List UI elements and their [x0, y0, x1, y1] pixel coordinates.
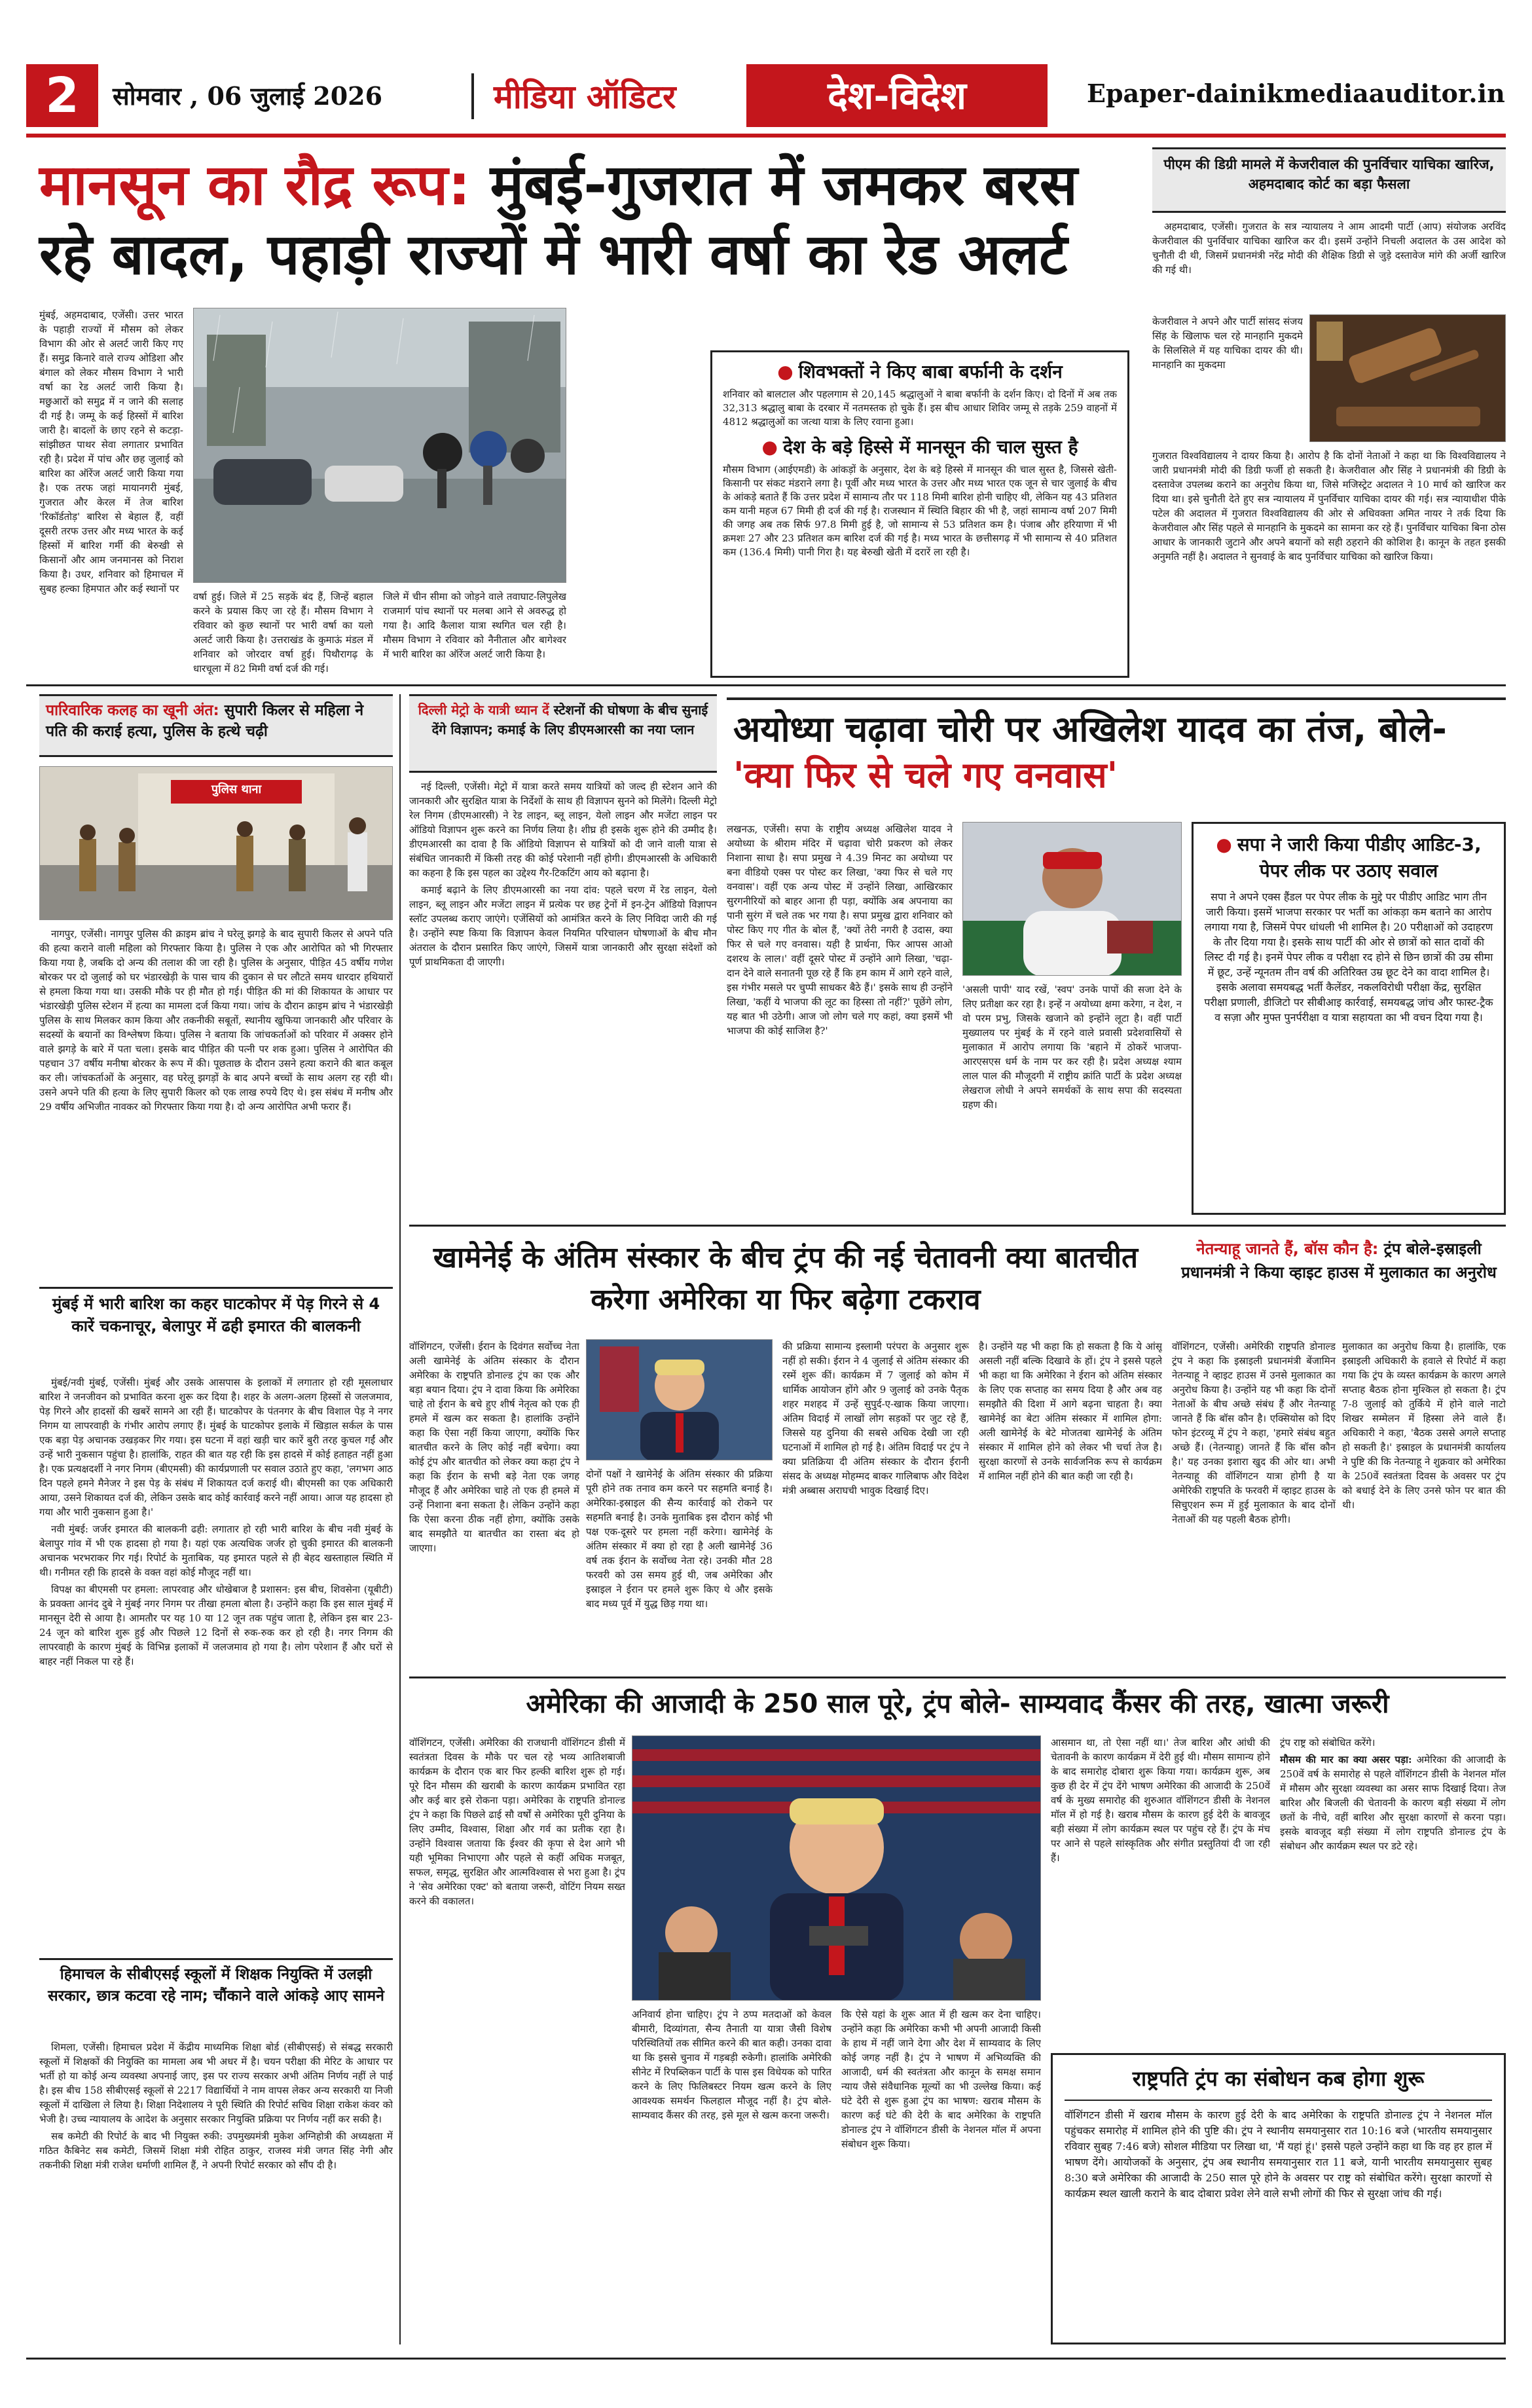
kejriwal-headline-box [1152, 147, 1506, 213]
mumbai-rain-headline-box [39, 1287, 393, 1372]
america250-column-2: अनिवार्य होना चाहिए। ट्रंप ने ठप्प मतदाओं को केवल बीमारी, दिव्यांगता, सैन्य तैनाती या यात्रा जैसी विशेष परिस्थितियों तक सीमित करने की बात कही। उनका दावा था कि इससे चुनाव में गड़बड़ी रुकेगी। हालांकि अमेरिकी सीनेट में रिपब्लिकन पार्टी के पास इस विधेयक को पारित करने के लिए फिलिबस्टर नियम खत्म करने के लिए आवश्यक समर्थन फिलहाल मौजूद नहीं है। ट्रंप बोले- साम्यवाद कैंसर की तरह, इसे मूल से खत्म करना जरूरी। [632, 2009, 831, 2121]
nagpur-body: नागपुर, एजेंसी। नागपुर पुलिस की क्राइम ब्रांच ने घरेलू झगड़े के बाद सुपारी किलर से अपने पति की हत्या कराने वाली महिला को गिरफ्तार किया है। पुलिस ने एक और आरोपित को भी गिरफ्तार किया गया है, जबकि दो अन्य की तलाश की जा रही है। पुलिस के अनुसार, पीड़ित 45 वर्षीय गणेश बोरकर पर दो जुलाई को घर भंडारखेड़ी के पास चाय की दुकान से घर लौटते समय धारदार हथियारों से हमला किया गया था। उसकी मौके पर ही मौत हो गई। पीड़ित की मां की शिकायत के आधार पर भंडारखेड़ी पुलिस स्टेशन में हत्या का मामला दर्ज किया गया। जांच के दौरान क्राइम ब्रांच ने भंडारखेड़ी पुलिस के साथ मिलकर काम किया और तकनीकी सबूतों, स्थानीय खुफिया जानकारी और परिवार के सदस्यों के बयानों का विश्लेषण किया। पुलिस ने बताया कि जांचकर्ताओं को परिवार में अक्सर होने वाले झगड़े के बारे में पता चला। इसके बाद पीड़ित की पत्नी पर शक हुआ। पुलिस ने आरोपित की पहचान 37 वर्षीय मनीषा बोरकर के रूप में की। पूछताछ के दौरान उसने हत्या कराने की बात कबूल कर ली। जांचकर्ताओं के अनुसार, वह घरेलू झगड़ों के बाद अपने बच्चों के साथ अलग रह रही थी। उसने अपने पति की हत्या के लिए सुपारी किलर को एक लाख रुपये दिए थे। इस संबंध में मनीष और 29 वर्षीय अभिजीत नावकर को गिरफ्तार किया गया है। दो अन्य आरोपित अभी फरार हैं। [39, 928, 393, 1113]
nagpur-headline: पारिवारिक कलह का खूनी अंत: सुपारी किलर से महिला ने पति की कराई हत्या, पुलिस के हत्थे चढ़ी [46, 702, 364, 740]
khamenei-column-3: की प्रक्रिया सामान्य इस्लामी परंपरा के अनुसार शुरू नहीं हो सकी। ईरान ने 4 जुलाई से अंतिम संस्कार की रस्में शुरू कीं। कार्यक्रम में 7 जुलाई को कोम में धार्मिक आयोजन होंगे और 9 जुलाई को उनके पैतृक शहर मशहद में उन्हें सुपुर्द-ए-खाक किया जाएगा। अंतिम विदाई में लाखों लोग सड़कों पर जुट रहे हैं, जिससे यह दुनिया की सबसे अधिक देखी जा रही घटनाओं में शामिल हो गई है। अंतिम विदाई पर ट्रंप ने क्या प्रतिक्रिया दी अंतिम संस्कार के दौरान ईरानी संसद के अध्यक्ष मोहम्मद बाकर गालिबाफ और विदेश मंत्री अब्बास अराघची भावुक दिखाई दिए। [782, 1341, 969, 1496]
sapa-headline: ● सपा ने जारी किया पीडीए आडिट-3, पेपर लीक पर उठाए सवाल [1204, 832, 1493, 884]
kejriwal-intro: अहमदाबाद, एजेंसी। गुजरात के सत्र न्यायालय ने आम आदमी पार्टी (आप) संयोजक अरविंद केजरीवाल की पुनर्विचार याचिका खारिज कर दी। इसमें उन्होंने निचली अदालत के उस आदेश को चुनौती दी थी, जिसमें प्रधानमंत्री नरेंद्र मोदी की शैक्षिक डिग्री से जुड़े दस्तावेज मांगे की अर्जी खारिज की गई थी। [1152, 221, 1506, 276]
lead-column-2: वर्षा हुई। जिले में 25 सड़कें बंद हैं, जिन्हें बहाल करने के प्रयास किए जा रहे हैं। मौसम विभाग ने रविवार को कुछ स्थानों पर भारी वर्षा का यलो अलर्ट जारी किया है। उत्तराखंड के कुमाऊं मंडल में शनिवार को जोरदार वर्षा हुई। पिथौरागढ़ के धारचूला में 82 मिमी वर्षा दर्ज की गई। [193, 591, 373, 675]
netanyahu-headline: नेतन्याहू जानते हैं, बॉस कौन है: ट्रंप बोले-इस्राइली प्रधानमंत्री ने किया व्हाइट हाउस में मुलाकात का अनुरोध [1181, 1240, 1497, 1282]
trump-address-headline: राष्ट्रपति ट्रंप का संबोधन कब होगा शुरू [1065, 2063, 1492, 2101]
issue-date: सोमवार , 06 जुलाई 2026 [113, 81, 383, 111]
kejriwal-body: गुजरात विश्वविद्यालय ने दायर किया है। आरोप है कि दोनों नेताओं ने कहा था कि विश्वविद्यालय ने जारी प्रधानमंत्री मोदी की डिग्री फर्जी हो सकती है। केजरीवाल और सिंह ने प्रधानमंत्री की डिग्री के दस्तावेज उपलब्ध कराने का अनुरोध किया था, जिसे मजिस्ट्रेट अदालत ने 10 मार्च को खारिज कर दिया था। इसे चुनौती देते हुए सत्र न्यायालय में पुनर्विचार याचिका दायर की गई। सत्र न्यायाधीश पीके पटेल की अदालत में गुजरात विश्वविद्यालय की ओर से अधिवक्ता अमित नायर ने तर्क दिया कि केजरीवाल और सिंह पहले से मानहानि के मुकदमे का सामना कर रहे हैं। पुनर्विचार याचिका बिना ठोस आधार के जानकारी जुटाने और अपने बयानों को सही ठहराने की कोशिश है। कानून के तहत इसकी अनुमति नहीं है। अदालत ने सुनवाई के बाद पुनर्विचार याचिका को खारिज किया। [1152, 450, 1506, 563]
nagpur-photo [39, 766, 393, 920]
monsoon-slow-headline: ● देश के बड़े हिस्से में मानसून की चाल सुस्त है [723, 434, 1117, 460]
himachal-body: शिमला, एजेंसी। हिमाचल प्रदेश में केंद्रीय माध्यमिक शिक्षा बोर्ड (सीबीएसई) से संबद्ध सरकारी स्कूलों में शिक्षकों की नियुक्ति का मामला अब भी अधर में है। चयन परीक्षा की मेरिट के आधार पर भर्ती हो या कोई अन्य व्यवस्था अपनाई जाए, इस पर राज्य सरकार अभी अंतिम निर्णय नहीं ले पाई है। इस बीच 158 सीबीएसई स्कूलों से 2217 विद्यार्थियों ने नाम वापस लेकर अन्य सरकारी या निजी स्कूलों में दाखिला ले लिया है। शिक्षा निदेशालय ने पूरी स्थिति की रिपोर्ट सचिव शिक्षा राकेश कंवर को भेजी है। उच्च न्यायालय के आदेश के अनुसार सरकार नियुक्ति प्रक्रिया पर निर्णय नहीं कर सकी है। सब कमेटी की रिपोर्ट के बाद भी नियुक्त रुकी: उपमुख्यमंत्री मुकेश अग्निहोत्री की अध्यक्षता में गठित कैबिनेट सब कमेटी, जिसमें शिक्षा मंत्री रोहित ठाकुर, राजस्व मंत्री जगत सिंह नेगी और तकनीकी शिक्षा मंत्री राजेश धर्माणी शामिल हैं, ने अपनी रिपोर्ट सरकार को सौंप दी है। [39, 2041, 393, 2171]
khamenei-headline-box [409, 1234, 1162, 1333]
delhi-metro-body: नई दिल्ली, एजेंसी। मेट्रो में यात्रा करते समय यात्रियों को जल्द ही स्टेशन आने की जानकारी और सुरक्षित यात्रा के निर्देशों के साथ ही विज्ञापन सुनने को मिलेंगे। दिल्ली मेट्रो रेल निगम (डीएमआरसी) ने रेड लाइन, ब्लू लाइन, येलो लाइन और मजेंटा लाइन पर ऑडियो विज्ञापन शुरू करने का निर्णय लिया है। शीघ्र ही इसके शुरू होने की उम्मीद है। डीएमआरसी का दावा है कि ऑडियो विज्ञापन से यात्रियों को दी जाने वाली यात्रा से संबंधित जानकारी में किसी तरह की कोई परेशानी नहीं होगी। डीएमआरसी के अधिकारी का कहना है कि इस पहल का उद्देश्य गैर-टिकटिंग आय को बढ़ाना है। कमाई बढ़ाने के लिए डीएमआरसी का नया दांव: पहले चरण में रेड लाइन, येलो लाइन, ब्लू लाइन और मजेंटा लाइन में प्रत्येक पर छह ट्रेनों में इन-ट्रेन ऑडियो विज्ञापन स्लॉट उपलब्ध कराए जाएंगे। एजेंसियों को आमंत्रित करने के लिए निविदा जारी की गई है। उन्होंने स्पष्ट किया कि विज्ञापन केवल नियमित परिचालन घोषणाओं के बीच मौन अंतराल के दौरान प्रसारित किए जाएंगे, जिसमें यात्रा जानकारी और सुरक्षा संदेशों को पूर्ण प्राथमिकता दी जाएगी। [409, 781, 717, 968]
gavel-photo [1309, 314, 1506, 442]
divider [26, 684, 1506, 686]
netanyahu-column-2: मुलाकात का अनुरोध किया है। हालांकि, एक इस्राइली अधिकारी के हवाले से रिपोर्ट में कहा गया कि ट्रंप के व्यस्त कार्यक्रम के कारण अगले सप्ताह बैठक होना मुश्किल हो सकता है। ट्रंप 7-8 जुलाई को तुर्किये में होने वाले नाटो शिखर सम्मेलन में हिस्सा लेने वाले हैं। अधिकारी ने कहा, 'बैठक उससे अगले सप्ताह हो सकती है।' इस्राइल के प्रधानमंत्री कार्यालय ने पुष्टि की कि नेतन्याहू ने शुक्रवार को अमेरिका के 250वें स्वतंत्रता दिवस के अवसर पर ट्रंप को बधाई देने के लिए उनसे फोन पर बात की थी। [1342, 1341, 1506, 1511]
section-name: देश-विदेश [746, 64, 1048, 127]
sapa-box [1192, 822, 1506, 1215]
akhilesh-headline: अयोध्या चढ़ावा चोरी पर अखिलेश यादव का तंज, बोले- 'क्या फिर से चले गए वनवास' [733, 709, 1447, 796]
trump-address-text: वॉशिंगटन डीसी में खराब मौसम के कारण हुई देरी के बाद अमेरिका के राष्ट्रपति डोनाल्ड ट्रंप ने नेशनल मॉल पहुंचकर समारोह में शामिल होने की पुष्टि की। ट्रंप ने स्थानीय समयानुसार रात 10:16 बजे (भारतीय समयानुसार रविवार सुबह 7:46 बजे) सोशल मीडिया पर लिखा था, 'मैं यहां हूं।' इससे पहले उन्होंने कहा था कि वह हर हाल में भाषण देंगे। आयोजकों के अनुसार, ट्रंप अब स्थानीय समयानुसार रात 11 बजे, यानी भारतीय समयानुसार सुबह 8:30 बजे अमेरिका की आजादी के 250 साल पूरे होने के अवसर पर राष्ट्र को संबोधित करेंगे। सुरक्षा कारणों से कार्यक्रम स्थल खाली कराने के बाद दोबारा प्रवेश लेने वाले सभी लोगों की फिर से सुरक्षा जांच की गई। [1065, 2109, 1492, 2200]
pilgrims-text: शनिवार को बालटाल और पहलगाम से 20,145 श्रद्धालुओं ने बाबा बर्फानी के दर्शन किए। दो दिनों में अब तक 32,313 श्रद्धालु बाबा के दरबार में नतमस्तक हो चुके हैं। इस बीच आधार शिविर जम्मू से तड़के 259 वाहनों में 4812 श्रद्धालुओं का जत्था यात्रा के लिए रवाना हुआ। [723, 388, 1117, 428]
nagpur-headline-box [39, 694, 393, 757]
lead-column-1: मुंबई, अहमदाबाद, एजेंसी। उत्तर भारत के पहाड़ी राज्यों में मौसम को लेकर विभाग की ओर से अलर्ट जारी किए गए हैं। समुद्र किनारे वाले राज्य ओडिशा और बंगाल को लेकर मौसम विभाग ने भारी वर्षा का रेड अलर्ट जारी किया है। मछुआरों को समुद्र में न जाने की सलाह दी गई है। जम्मू के कई हिस्सों में बारिश जारी है। बादलों के छाए रहने से कटड़ा-सांझीछत पाथर सेवा लगातार प्रभावित रही है। प्रदेश में पांच और छह जुलाई को बारिश का ऑरेंज अलर्ट जारी किया गया है। एक तरफ जहां मायानगरी मुंबई, गुजरात और केरल में तेज बारिश 'रिकॉर्डतोड़' बारिश से बेहाल हैं, वहीं दूसरी तरफ उत्तर और मध्य भारत के कई हिस्सों में बारिश गर्मी की बेरुखी से किसानों और आम जनमानस को निराश किया है। उधर, शनिवार को हिमाचल में सुबह हल्का हिमपात और कई स्थानों पर [39, 309, 183, 595]
america250-headline: अमेरिका की आजादी के 250 साल पूरे, ट्रंप बोले- साम्यवाद कैंसर की तरह, खात्मा जरूरी [526, 1689, 1389, 1719]
akhilesh-column-2: 'असली पापी' याद रखें, 'स्वप' उनके पापों की सजा देने के लिए प्रतीक्षा कर रहा है। इन्हें न अयोध्या क्षमा करेगा, न देश, न वो परम प्रभु, जिसके खजाने को इन्होंने लूटा है। वहीं पार्टी मुख्यालय पर मुंबई के में रहने वाले प्रवासी प्रदेशवासियों से मुलाकात में आरोप लगाया कि 'बहाने में ठोकरें भाजपा-आरएसएस धर्म के नाम पर कर रही है। प्रदेश अध्यक्ष श्याम लाल पाल की मौजूदगी में राष्ट्रीय क्रांति पार्टी के प्रदेश अध्यक्ष लेखराज लोधी ने अपने समर्थकों के साथ सपा की सदस्यता ग्रहण की। [962, 984, 1182, 1111]
america250-headline-box [409, 1683, 1506, 1729]
pilgrims-headline: ● शिवभक्तों ने किए बाबा बर्फानी के दर्शन [723, 359, 1117, 385]
police-station-sign: पुलिस थाना [211, 783, 262, 796]
kejriwal-headline: पीएम की डिग्री मामले में केजरीवाल की पुनर्विचार याचिका खारिज, अहमदाबाद कोर्ट का बड़ा फैसला [1163, 157, 1495, 192]
lead-headline [39, 151, 1113, 289]
mumbai-rain-headline: मुंबई में भारी बारिश का कहर घाटकोपर में पेड़ गिरने से 4 कारें चकनाचूर, बेलापुर में ढही इमारत की बालकनी [52, 1295, 380, 1335]
america250-column-3: कि ऐसे यहां के शुरू आत में ही खत्म कर देना चाहिए। उन्होंने कहा कि अमेरिका कभी भी अपनी आजादी किसी के हाथ में नहीं जाने देगा और देश में साम्यवाद के लिए कोई जगह नहीं है। ट्रंप ने भाषण में अभिव्यक्ति की आजादी, धर्म की स्वतंत्रता और कानून के समक्ष समान न्याय जैसे संवैधानिक मूल्यों का भी उल्लेख किया। कई घंटे देरी से शुरू हुआ ट्रंप का भाषण: खराब मौसम के कारण कई घंटे की देरी के बाद अमेरिका के राष्ट्रपति डोनाल्ड ट्रंप ने वॉशिंगटन डीसी के नेशनल मॉल में अपना संबोधन शुरू किया। [841, 2009, 1041, 2150]
america250-column-4: आसमान था, तो ऐसा नहीं था।' तेज बारिश और आंधी की चेतावनी के कारण कार्यक्रम में देरी हुई थी। मौसम सामान्य होने के बाद समारोह दोबारा शुरू किया गया। कार्यक्रम शुरू, अब कुछ ही देर में ट्रंप देंगे भाषण अमेरिका की आजादी के 250वें वर्ष के मुख्य समारोह की शुरुआत वॉशिंगटन डीसी के नेशनल मॉल में हो गई है। खराब मौसम के कारण हुई देरी के बावजूद बड़ी संख्या में लोग कार्यक्रम स्थल पर पहुंच रहे हैं। ट्रंप के मंच पर आने से पहले सांस्कृतिक और संगीत प्रस्तुतियां दी जा रही हैं। [1051, 1737, 1270, 1864]
lead-headline-red: मानसून का रौद्र रूप: [39, 153, 471, 218]
mumbai-rain-body: मुंबई/नवी मुंबई, एजेंसी। मुंबई और उसके आसपास के इलाकों में लगातार हो रही मूसलाधार बारिश ने जनजीवन को प्रभावित करना शुरू कर दिया है। शहर के अलग-अलग हिस्सों से जलजमाव, पेड़ गिरने और हादसों की खबरें सामने आ रही हैं। घाटकोपर के पंतनगर के बीच विशाल पेड़ ने नगर निगम या लापरवाही के गंभीर आरोप लगाए हैं। मुंबई के घाटकोपर इलाके में खिड़ाल सर्कल के पास एक बड़ा पेड़ अचानक उखड़कर गिर गया। इस घटना में वहां खड़ी चार कारें बुरी तरह कुचल गईं और उन्हें भारी नुकसान पहुंचा है। हालांकि, राहत की बात यह रही कि इस हादसे में कोई हताहत नहीं हुआ है। एक प्रत्यक्षदर्शी ने नगर निगम (बीएमसी) की कार्यप्रणाली पर सवाल उठाते हुए कहा, 'लगभग आठ दिन पहले हमने मैनेजर ने इस पेड़ के संबंध में शिकायत दर्ज कराई थी। बीएमसी का एक अधिकारी आया, उसने शिकायत दर्ज की, लेकिन उसके बाद कोई कार्रवाई करने नहीं आया। आज यह हादसा हो गया और भारी नुकसान हुआ है।' नवी मुंबई: जर्जर इमारत की बालकनी ढही: लगातार हो रही भारी बारिश के बीच नवी मुंबई के बेलापुर गांव में भी एक हादसा हो गया है। यहां एक अत्यधिक जर्जर हो चुकी इमारत की बालकनी अचानक भरभराकर गिर गई। रिपोर्ट के मुताबिक, यह इमारत पहले से ही बेहद खस्ताहाल स्थिति में थी। गनीमत रही कि हादसे के वक्त वहां कोई मौजूद नहीं था। विपक्ष का बीएमसी पर हमला: लापरवाह और धोखेबाज है प्रशासन: इस बीच, शिवसेना (यूबीटी) के प्रवक्ता आनंद दुबे ने मुंबई नगर निगम पर तीखा हमला बोला है। उन्होंने कहा कि इस साल मुंबई में मानसून देरी से आया है। आमतौर पर यह 10 या 12 जून तक पहुंच जाता है, लेकिन इस बार 23-24 जून को बारिश शुरू हुई और पिछले 12 दिनों से रुक-रुक कर हो रही है। नगर निगम की लापरवाही के कारण मुंबई के विभिन्न इलाकों में जलजमाव हो गया है। लोग परेशान हैं और घरों से बाहर नहीं निकल पा रहे हैं। [39, 1377, 393, 1667]
netanyahu-column-1: वॉशिंगटन, एजेंसी। अमेरिकी राष्ट्रपति डोनाल्ड ट्रंप ने कहा कि इस्राइली प्रधानमंत्री बेंजामिन नेतन्याहू ने व्हाइट हाउस में उनसे मुलाकात का अनुरोध किया है। उन्होंने यह भी कहा कि दोनों नेताओं के बीच अच्छे संबंध हैं और नेतन्याहू जानते हैं कि बॉस कौन है। एक्सियोस को दिए फोन इंटरव्यू में ट्रंप ने कहा, 'हमारे संबंध बहुत अच्छे हैं। (नेतन्याहू) जानते हैं कि बॉस कौन है।' यह उनका इशारा खुद की ओर था। अभी नेतन्याहू की वॉशिंगटन यात्रा होगी है या अमेरिकी राष्ट्रपति के फरवरी में व्हाइट हाउस के सिचुएशन रूम में हुई मुलाकात के बाद दोनों नेताओं की यह पहली बैठक होगी। [1172, 1341, 1336, 1525]
khamenei-column-4: है। उन्होंने यह भी कहा कि हो सकता है कि ये आंसू असली नहीं बल्कि दिखावे के हों। ट्रंप ने इससे पहले भी कहा था कि अमेरिका ने ईरान को अंतिम संस्कार के लिए एक सप्ताह का समय दिया है और अब वह समझौते की दिशा में आगे बढ़ना चाहता है। क्या खामेनेई का बेटा अंतिम संस्कार में शामिल होगा: अली खामेनेई के बेटे मोजतबा खामेनेई के अंतिम संस्कार में शामिल होने को लेकर भी चर्चा तेज है। सुरक्षा कारणों से उनके सार्वजनिक रूप से कार्यक्रम में शामिल नहीं होने की बात कही जा रही है। [979, 1341, 1162, 1482]
netanyahu-headline-box [1172, 1234, 1506, 1333]
delhi-metro-headline: दिल्ली मेट्रो के यात्री ध्यान दें स्टेशनों की घोषणा के बीच सुनाई देंगे विज्ञापन; कमाई के लिए डीएमआरसी का नया प्लान [418, 702, 708, 737]
akhilesh-photo [962, 822, 1182, 976]
khamenei-column-1: वॉशिंगटन, एजेंसी। ईरान के दिवंगत सर्वोच्च नेता अली खामेनेई के अंतिम संस्कार के दौरान अमेरिका के राष्ट्रपति डोनाल्ड ट्रंप का एक और बड़ा बयान दिया। ट्रंप ने दावा किया कि अमेरिका चाहे तो ईरान के बचे हुए शीर्ष नेतृत्व को एक ही हमले में खत्म कर सकता है। हालांकि उन्होंने कहा कि ऐसा नहीं किया जाएगा, क्योंकि फिर बातचीत करने के लिए कोई नहीं बचेगा। क्या कोई ट्रंप और बातचीत को लेकर क्या कहा ट्रंप ने कहा कि ईरान के सभी बड़े नेता एक जगह मौजूद हैं और अमेरिका चाहे तो एक ही हमले में उन्हें निशाना बना सकता है। लेकिन उन्होंने कहा कि ऐसा करना ठीक नहीं होगा, क्योंकि उसके बाद समझौते या बातचीत का रास्ता बंद हो जाएगा। [409, 1341, 579, 1554]
himachal-headline-box [39, 1958, 393, 2037]
lead-headline-rest: मुंबई-गुजरात में जमकर बरस रहे बादल, पहाड़ी राज्यों में भारी वर्षा का रेड अलर्ट [39, 153, 1078, 287]
delhi-metro-headline-box [409, 694, 717, 773]
akhilesh-column-1: लखनऊ, एजेंसी। सपा के राष्ट्रीय अध्यक्ष अखिलेश यादव ने अयोध्या के श्रीराम मंदिर में चढ़ावा चोरी प्रकरण को लेकर निशाना साधा है। सपा प्रमुख ने 4.39 मिनट का अयोध्या पर बना वीडियो एक्स पर पोस्ट कर लिखा, 'क्या फिर से चले गए वनवास'। वहीं एक अन्य पोस्ट में उन्होंने लिखा, आखिरकार सुरगनीरियों को बाहर आना ही पड़ा, क्योंकि अब अपनाया का पानी सुरंग में चले तक भर गया है। सपा प्रमुख द्वारा शनिवार को पोस्ट किए गए गीत के बोल हैं, 'क्यों तेरी नगरी है उदास, क्या फिर से चले गए वनवास। यही है प्रार्थना, फिर आपस आओ दशरथ के लाल।' वहीं दूसरे पोस्ट में उन्होंने आगे लिखा, 'चढ़ा-दान देने वाले सनातनी पूछ रहे हैं कि हम काम में आगे रहने वाले, इस गंभीर मसले पर चुप्पी साधकर बैठे हैं।' इसके साथ ही उन्होंने लिखा, 'कहीं ये भाजपा की लूट का हिस्सा तो नहीं?' पूछेंगे लोग, यह बात भी उठेगी। आज जो लोग चले गए कहां, क्या इसमें भी भाजपा की कोई साजिश है?' [727, 823, 953, 1037]
trump-photo-2 [632, 1735, 1041, 2001]
khamenei-column-2: दोनों पक्षों ने खामेनेई के अंतिम संस्कार की प्रक्रिया पूरी होने तक तनाव कम करने पर सहमति बनाई है। अमेरिका-इस्राइल की सैन्य कार्रवाई को रोकने पर सहमति बनाई है। उनके मुताबिक इस दौरान कोई भी पक्ष एक-दूसरे पर हमला नहीं करेगा। खामेनेई के अंतिम संस्कार में क्या हो रहा है अली खामेनेई 36 वर्ष तक ईरान के सर्वोच्च नेता रहे। उनकी मौत 28 फरवरी को उस समय हुई थी, जब अमेरिका और इस्राइल ने ईरान पर हमले शुरू किए थे और इसके बाद मध्य पूर्व में युद्ध छिड़ गया था। [586, 1468, 773, 1610]
divider [409, 1225, 1506, 1227]
monsoon-box [710, 350, 1129, 678]
trump-photo-1 [586, 1339, 773, 1460]
lead-photo [193, 308, 566, 583]
khamenei-headline: खामेनेई के अंतिम संस्कार के बीच ट्रंप की नई चेतावनी क्या बातचीत करेगा अमेरिका या फिर बढ़ेगा टकराव [433, 1241, 1139, 1316]
monsoon-slow-text: मौसम विभाग (आईएमडी) के आंकड़ों के अनुसार, देश के बड़े हिस्से में मानसून की चाल सुस्त है, जिससे खेती-किसानी पर संकट मंडराने लगा है। पूर्वी और मध्य भारत के उत्तर और मध्य भारत एक जून से चार जुलाई के बीच के आंकड़े बताते हैं कि उत्तर प्रदेश में सामान्य तौर पर 118 मिमी बारिश होनी चाहिए थी, लेकिन यह 43 प्रतिशत कम यानी महज 67 मिमी ही दर्ज की गई है। राजस्थान में स्थिति बिहार की भी है, जहां सामान्य वर्षा 207 मिमी की जगह अब तक सिर्फ 97.8 मिमी हुई है, जो सामान्य से 53 प्रतिशत कम है। पंजाब और हरियाणा में भी क्रमशः 27 और 23 प्रतिशत कम बारिश दर्ज की गई है। मध्य भारत के छत्तीसगढ़ में भी सामान्य से 40 प्रतिशत कम (136.4 मिमी) पानी गिरा है। यह बेरुखी खेती में दरारें ला रही है। [723, 464, 1117, 558]
sapa-text: सपा ने अपने एक्स हैंडल पर पेपर लीक के मुद्दे पर पीडीए आडिट भाग तीन जारी किया। इसमें भाजपा सरकार पर भर्ती का आंकड़ा कम बताने का आरोप लगाया गया है, जिसमें पेपर धांधली भी शामिल है। 20 परीक्षाओं को उदाहरण के तौर दिया गया है। इसके साथ पार्टी की ओर से छात्रों को सात दावों की लिस्ट दी गई है। इनमें पेपर लीक व परीक्षा रद होने से छिन छात्रों की उम्र सीमा में छूट, उन्हें न्यूनतम तीन वर्ष की अतिरिक्त उम्र छूट देने का वादा शामिल है। इसके अलावा समयबद्ध भर्ती कैलेंडर, नकलविरोधी परीक्षा केंद्र, सुरक्षित परीक्षा प्रणाली, डीजिटो पर सीबीआइ कार्रवाई, समयबद्ध जांच और फास्ट-ट्रैक व सज़ा और मुफ्त पुनर्परीक्षा व यात्रा सहायता का भी वचन दिया गया है। [1204, 891, 1493, 1024]
page-bottom-rule [26, 2358, 1506, 2360]
column-rule [399, 694, 401, 2344]
kejriwal-side-text: केजरीवाल ने अपने और पार्टी सांसद संजय सिंह के खिलाफ चल रहे मानहानि मुकदमे के सिलसिले में यह याचिका दायर की थी। मानहानि का मुकदमा [1152, 316, 1303, 371]
trump-address-box [1051, 2053, 1506, 2344]
akhilesh-headline-box [727, 697, 1506, 815]
divider [409, 1676, 1506, 1678]
paper-name: मीडिया ऑडिटर [471, 73, 676, 119]
himachal-headline: हिमाचल के सीबीएसई स्कूलों में शिक्षक नियुक्ति में उलझी सरकार, छात्र कटवा रहे नाम; चौंकाने वाले आंकड़े आए सामने [48, 1966, 384, 2005]
page-number: 2 [26, 64, 98, 127]
website-link[interactable]: Epaper-dainikmediaauditor.in [1087, 79, 1505, 108]
lead-column-3: जिले में चीन सीमा को जोड़ने वाले तवाघाट-लिपुलेख राजमार्ग पांच स्थानों पर मलबा आने से अवरुद्ध हो गया है। आदि कैलाश यात्रा स्थगित चल रही है। मौसम विभाग ने रविवार को नैनीताल और बागेश्वर में भारी बारिश का ऑरेंज अलर्ट जारी किया है। [383, 591, 566, 660]
america250-column-5: ट्रंप राष्ट्र को संबोधित करेंगे। मौसम की मार का क्या असर पड़ा: अमेरिका की आजादी के 250वें वर्ष के समारोह से पहले वॉशिंगटन डीसी के नेशनल मॉल में मौसम और सुरक्षा व्यवस्था का असर साफ दिखाई दिया। तेज बारिश और बिजली की चेतावनी के कारण बड़ी संख्या में लोग छतों के नीचे, वहीं बारिश और सुरक्षा कारणों से करना पड़ा। इसके बावजूद बड़ी संख्या में लोग राष्ट्रपति डोनाल्ड ट्रंप के संबोधन और कार्यक्रम स्थल पर डटे रहे। [1280, 1737, 1506, 1852]
america250-column-1: वॉशिंगटन, एजेंसी। अमेरिका की राजधानी वॉशिंगटन डीसी में स्वतंत्रता दिवस के मौके पर चल रहे भव्य आतिशबाजी कार्यक्रम के दौरान एक बार फिर हल्की बारिश शुरू हो गई। पूरे दिन मौसम की खराबी के कारण कार्यक्रम प्रभावित रहा और कई बार इसे रोकना पड़ा। अमेरिका के राष्ट्रपति डोनाल्ड ट्रंप ने कहा कि पिछले ढाई सौ वर्षों से अमेरिका पूरी दुनिया के लिए उम्मीद, विश्वास, शिक्षा और गर्व का प्रतीक रहा है। उन्होंने विश्वास जताया कि ईश्वर की कृपा से देश आगे भी यही भूमिका निभाएगा और पहले से कहीं अधिक मजबूत, सफल, समृद्ध, सुरक्षित और आत्मविश्वास से भरा हुआ है। ट्रंप ने 'सेव अमेरिका एक्ट' को बताया जरूरी, वोटिंग नियम सख्त करने की वकालत। [409, 1737, 625, 1907]
